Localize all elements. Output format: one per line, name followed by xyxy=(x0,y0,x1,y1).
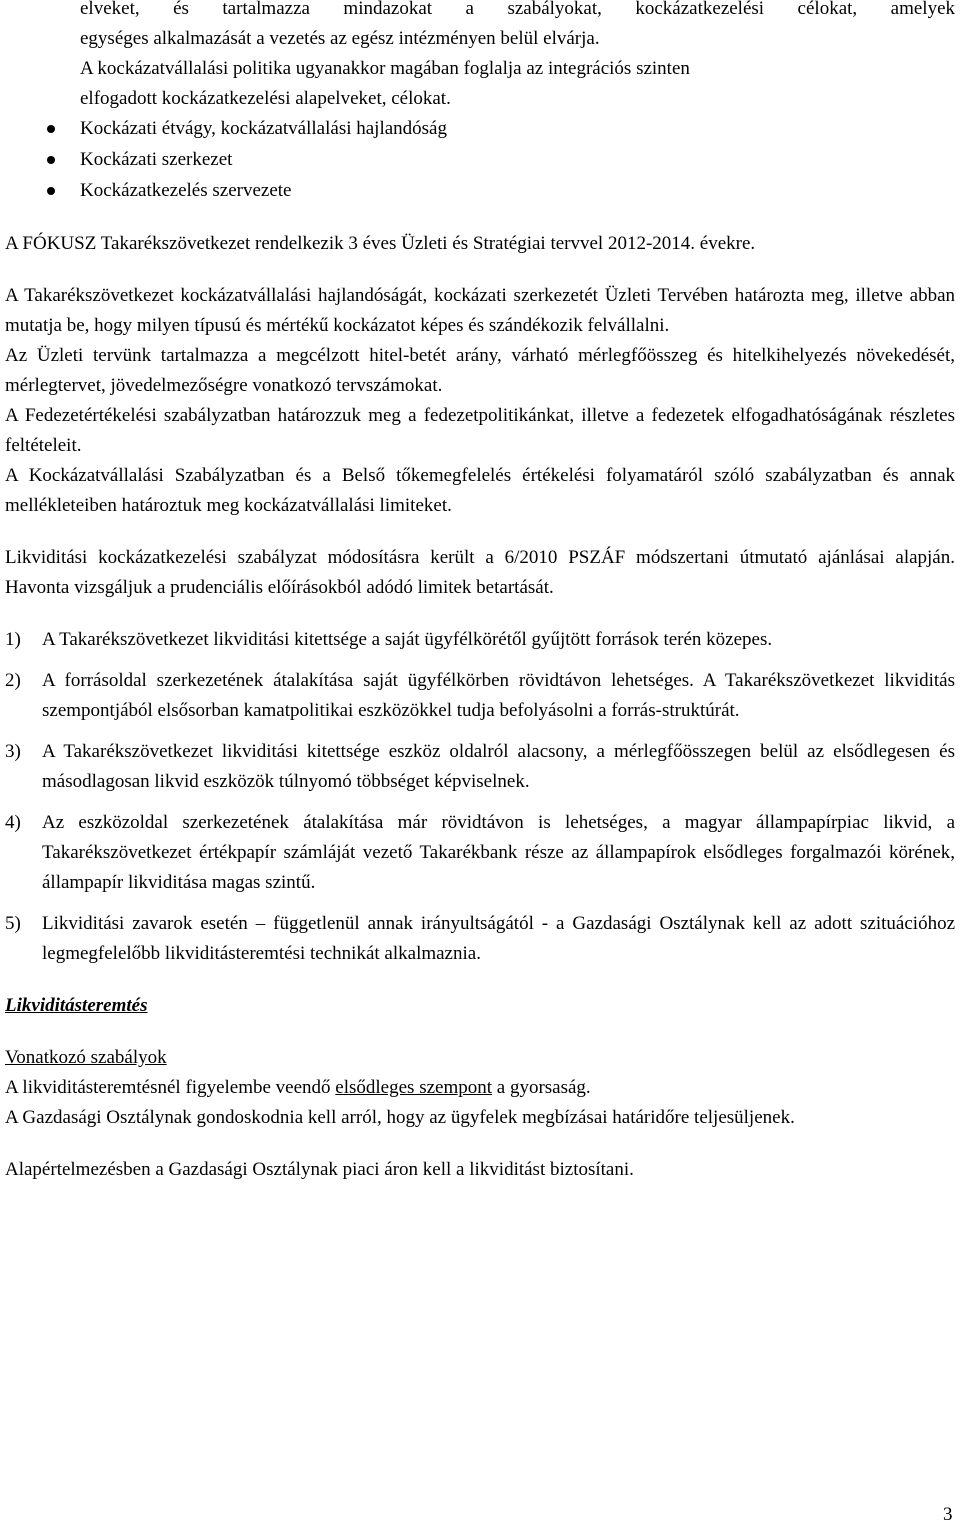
page-number: 3 xyxy=(943,1504,953,1525)
paragraph-hajlandosag: A Takarékszövetkezet kockázatvállalási hajlandóságát, kockázati szerkezetét Üzleti Tervében határozta meg, illetve abban mutatja be, hogy milyen típusú és mértékű kockázatot képes és szándékozik felvállalni. xyxy=(5,285,955,336)
paragraph-gazdasagi: A Gazdasági Osztálynak gondoskodnia kell arról, hogy az ügyfelek megbízásai határidőre teljesüljenek. xyxy=(5,1107,795,1128)
bullet-list xyxy=(5,114,955,207)
intro-line-1: elveket, és tartalmazza mindazokat a szabályokat, kockázatkezelési célokat, amelyek xyxy=(80,0,955,19)
paragraph-gyorsasag: A likviditásteremtésnél figyelembe veendő elsődleges szempont a gyorsaság. xyxy=(5,1077,591,1098)
intro-line-2: egységes alkalmazását a vezetés az egész intézményen belül elvárja. xyxy=(80,28,600,49)
bullet-dot-icon xyxy=(47,156,55,164)
subheading-vonatkozo-szabalyok: Vonatkozó szabályok xyxy=(5,1047,167,1068)
intro-continuation xyxy=(80,0,955,114)
numbered-item: 2) A forrásoldal szerkezetének átalakítása saját ügyfélkörben rövidtávon lehetséges. A Takarékszövetkezet likviditás szempontjából elsősorban kamatpolitikai eszközökkel tudja befolyásolni a forrás-struktúrát. xyxy=(5,670,955,721)
bullet-item: Kockázati étvágy, kockázatvállalási hajlandóság xyxy=(5,114,955,145)
bullet-dot-icon xyxy=(47,125,55,133)
numbered-list xyxy=(5,625,955,969)
paragraph-limitek: A Kockázatvállalási Szabályzatban és a Belső tőkemegfelelés értékelési folyamatáról szóló szabályzatban és annak mellékleteiben határoztuk meg kockázatvállalási limiteket. xyxy=(5,465,955,516)
numbered-item: 3) A Takarékszövetkezet likviditási kitettsége eszköz oldalról alacsony, a mérlegfőösszegen belül az elsődlegesen és másodlagosan likvid eszközök túlnyomó többséget képviselnek. xyxy=(5,741,955,792)
intro-line-4: elfogadott kockázatkezelési alapelveket, célokat. xyxy=(80,88,451,109)
intro-line-3: A kockázatvállalási politika ugyanakkor magában foglalja az integrációs szinten xyxy=(80,58,690,79)
bullet-dot-icon xyxy=(47,187,55,195)
paragraph-likviditasi: Likviditási kockázatkezelési szabályzat módosításra került a 6/2010 PSZÁF módszertani útmutató ajánlásai alapján. Havonta vizsgáljuk a prudenciális előírásokból adódó limitek betartását. xyxy=(5,547,955,598)
paragraph-uzleti-terv: Az Üzleti tervünk tartalmazza a megcélzott hitel-betét arány, várható mérlegfőösszeg és hitelkihelyezés növekedését, mérlegtervet, jövedelmezőségre vonatkozó tervszámokat. xyxy=(5,345,955,396)
numbered-item: 5) Likviditási zavarok esetén – függetlenül annak irányultságától - a Gazdasági Osztálynak kell az adott szituációhoz legmegfelelőbb likviditásteremtési technikát alkalmaznia. xyxy=(5,913,955,964)
bullet-item: Kockázatkezelés szervezete xyxy=(5,176,955,207)
numbered-item: 4) Az eszközoldal szerkezetének átalakítása már rövidtávon is lehetséges, a magyar állampapírpiac likvid, a Takarékszövetkezet értékpapír számláját vezető Takarékbank része az állampapírok elsődleges forgalmazói körének, állampapír likviditása magas szintű. xyxy=(5,812,955,893)
heading-likviditasteremtes: Likviditásteremtés xyxy=(5,995,148,1016)
document-page xyxy=(5,0,955,1185)
underlined-phrase: elsődleges szempont xyxy=(335,1077,493,1098)
paragraph-fokusz: A FÓKUSZ Takarékszövetkezet rendelkezik 3 éves Üzleti és Stratégiai tervvel 2012-2014. évekre. xyxy=(5,233,756,254)
paragraph-fedezet: A Fedezetértékelési szabályzatban határozzuk meg a fedezetpolitikánkat, illetve a fedezetek elfogadhatóságának részletes feltételeit. xyxy=(5,405,955,456)
bullet-item: Kockázati szerkezet xyxy=(5,145,955,176)
paragraph-alapertelmezes: Alapértelmezésben a Gazdasági Osztálynak piaci áron kell a likviditást biztosítani. xyxy=(5,1159,634,1180)
numbered-item: 1) A Takarékszövetkezet likviditási kitettsége a saját ügyfélkörétől gyűjtött források terén közepes. xyxy=(5,629,773,650)
